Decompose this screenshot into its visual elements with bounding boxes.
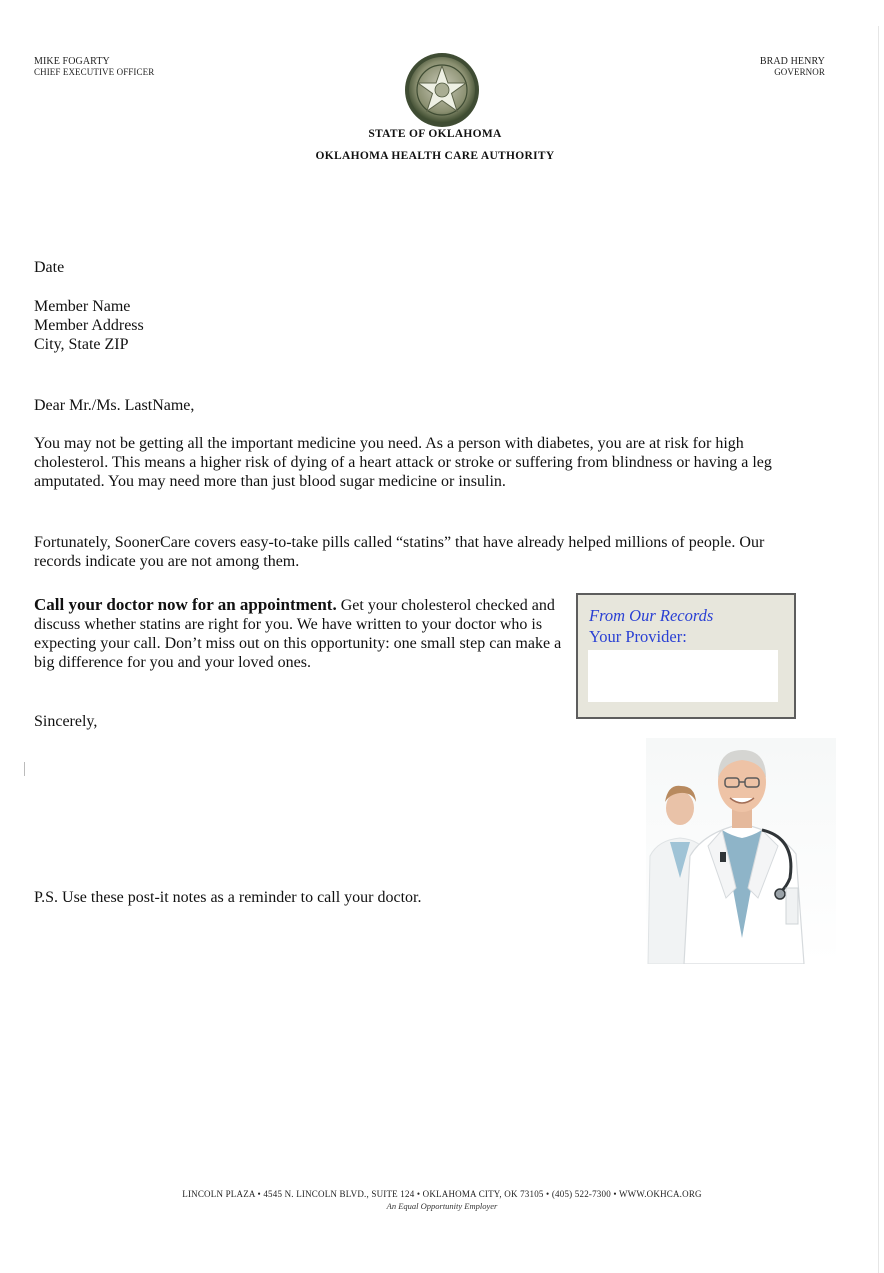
call-to-action-body: Get your cholesterol checked and discuss whether statins are right for you. We have written to your doctor who is expecting your call. Don’t miss out on this opportunity: one small step can make a big difference for you and your loved ones.	[34, 597, 562, 671]
governor-title: GOVERNOR	[774, 67, 825, 77]
page-edge	[878, 26, 879, 1273]
ceo-block	[34, 56, 154, 78]
closing: Sincerely,	[34, 713, 98, 730]
postscript: P.S. Use these post-it notes as a reminder to call your doctor.	[34, 889, 422, 906]
recipient-address	[34, 297, 144, 354]
governor-block	[760, 56, 825, 78]
footer-tagline: An Equal Opportunity Employer	[386, 1201, 498, 1211]
provider-field	[588, 650, 778, 702]
call-to-action-lead: Call your doctor now for an appointment.	[34, 595, 337, 614]
provider-label: Your Provider:	[589, 627, 687, 646]
records-title: From Our Records	[589, 606, 714, 625]
ceo-name: MIKE FOGARTY	[34, 56, 110, 67]
governor-name: BRAD HENRY	[759, 56, 825, 67]
address-line: City, State ZIP	[34, 336, 129, 353]
paragraph-risk: You may not be getting all the important medicine you need. As a person with diabetes, you are at risk for high cholesterol. This means a higher risk of dying of a heart attack or stroke or suffering from blindness or having a leg amputated. You may need more than just blood sugar medicine or insulin.	[34, 435, 772, 490]
margin-mark	[24, 762, 25, 776]
footer-address: LINCOLN PLAZA • 4545 N. LINCOLN BLVD., SUITE 124 • OKLAHOMA CITY, OK 73105 • (405) 522-7300 • WWW.OKHCA.ORG	[182, 1189, 702, 1199]
address-line: Member Name	[34, 298, 131, 315]
state-seal-icon	[404, 52, 480, 128]
paragraph-statins: Fortunately, SoonerCare covers easy-to-take pills called “statins” that have already helped millions of people. Our records indicate you are not among them.	[34, 534, 765, 570]
address-line: Member Address	[34, 317, 144, 334]
salutation: Dear Mr./Ms. LastName,	[34, 397, 195, 414]
doctors-photo	[646, 738, 836, 964]
state-name: STATE OF OKLAHOMA	[368, 128, 502, 140]
agency-name: OKLAHOMA HEALTH CARE AUTHORITY	[315, 150, 555, 162]
records-box	[576, 593, 796, 719]
paragraph-call-to-action	[34, 595, 569, 672]
letter-date: Date	[34, 259, 65, 276]
ceo-title: CHIEF EXECUTIVE OFFICER	[34, 67, 155, 77]
